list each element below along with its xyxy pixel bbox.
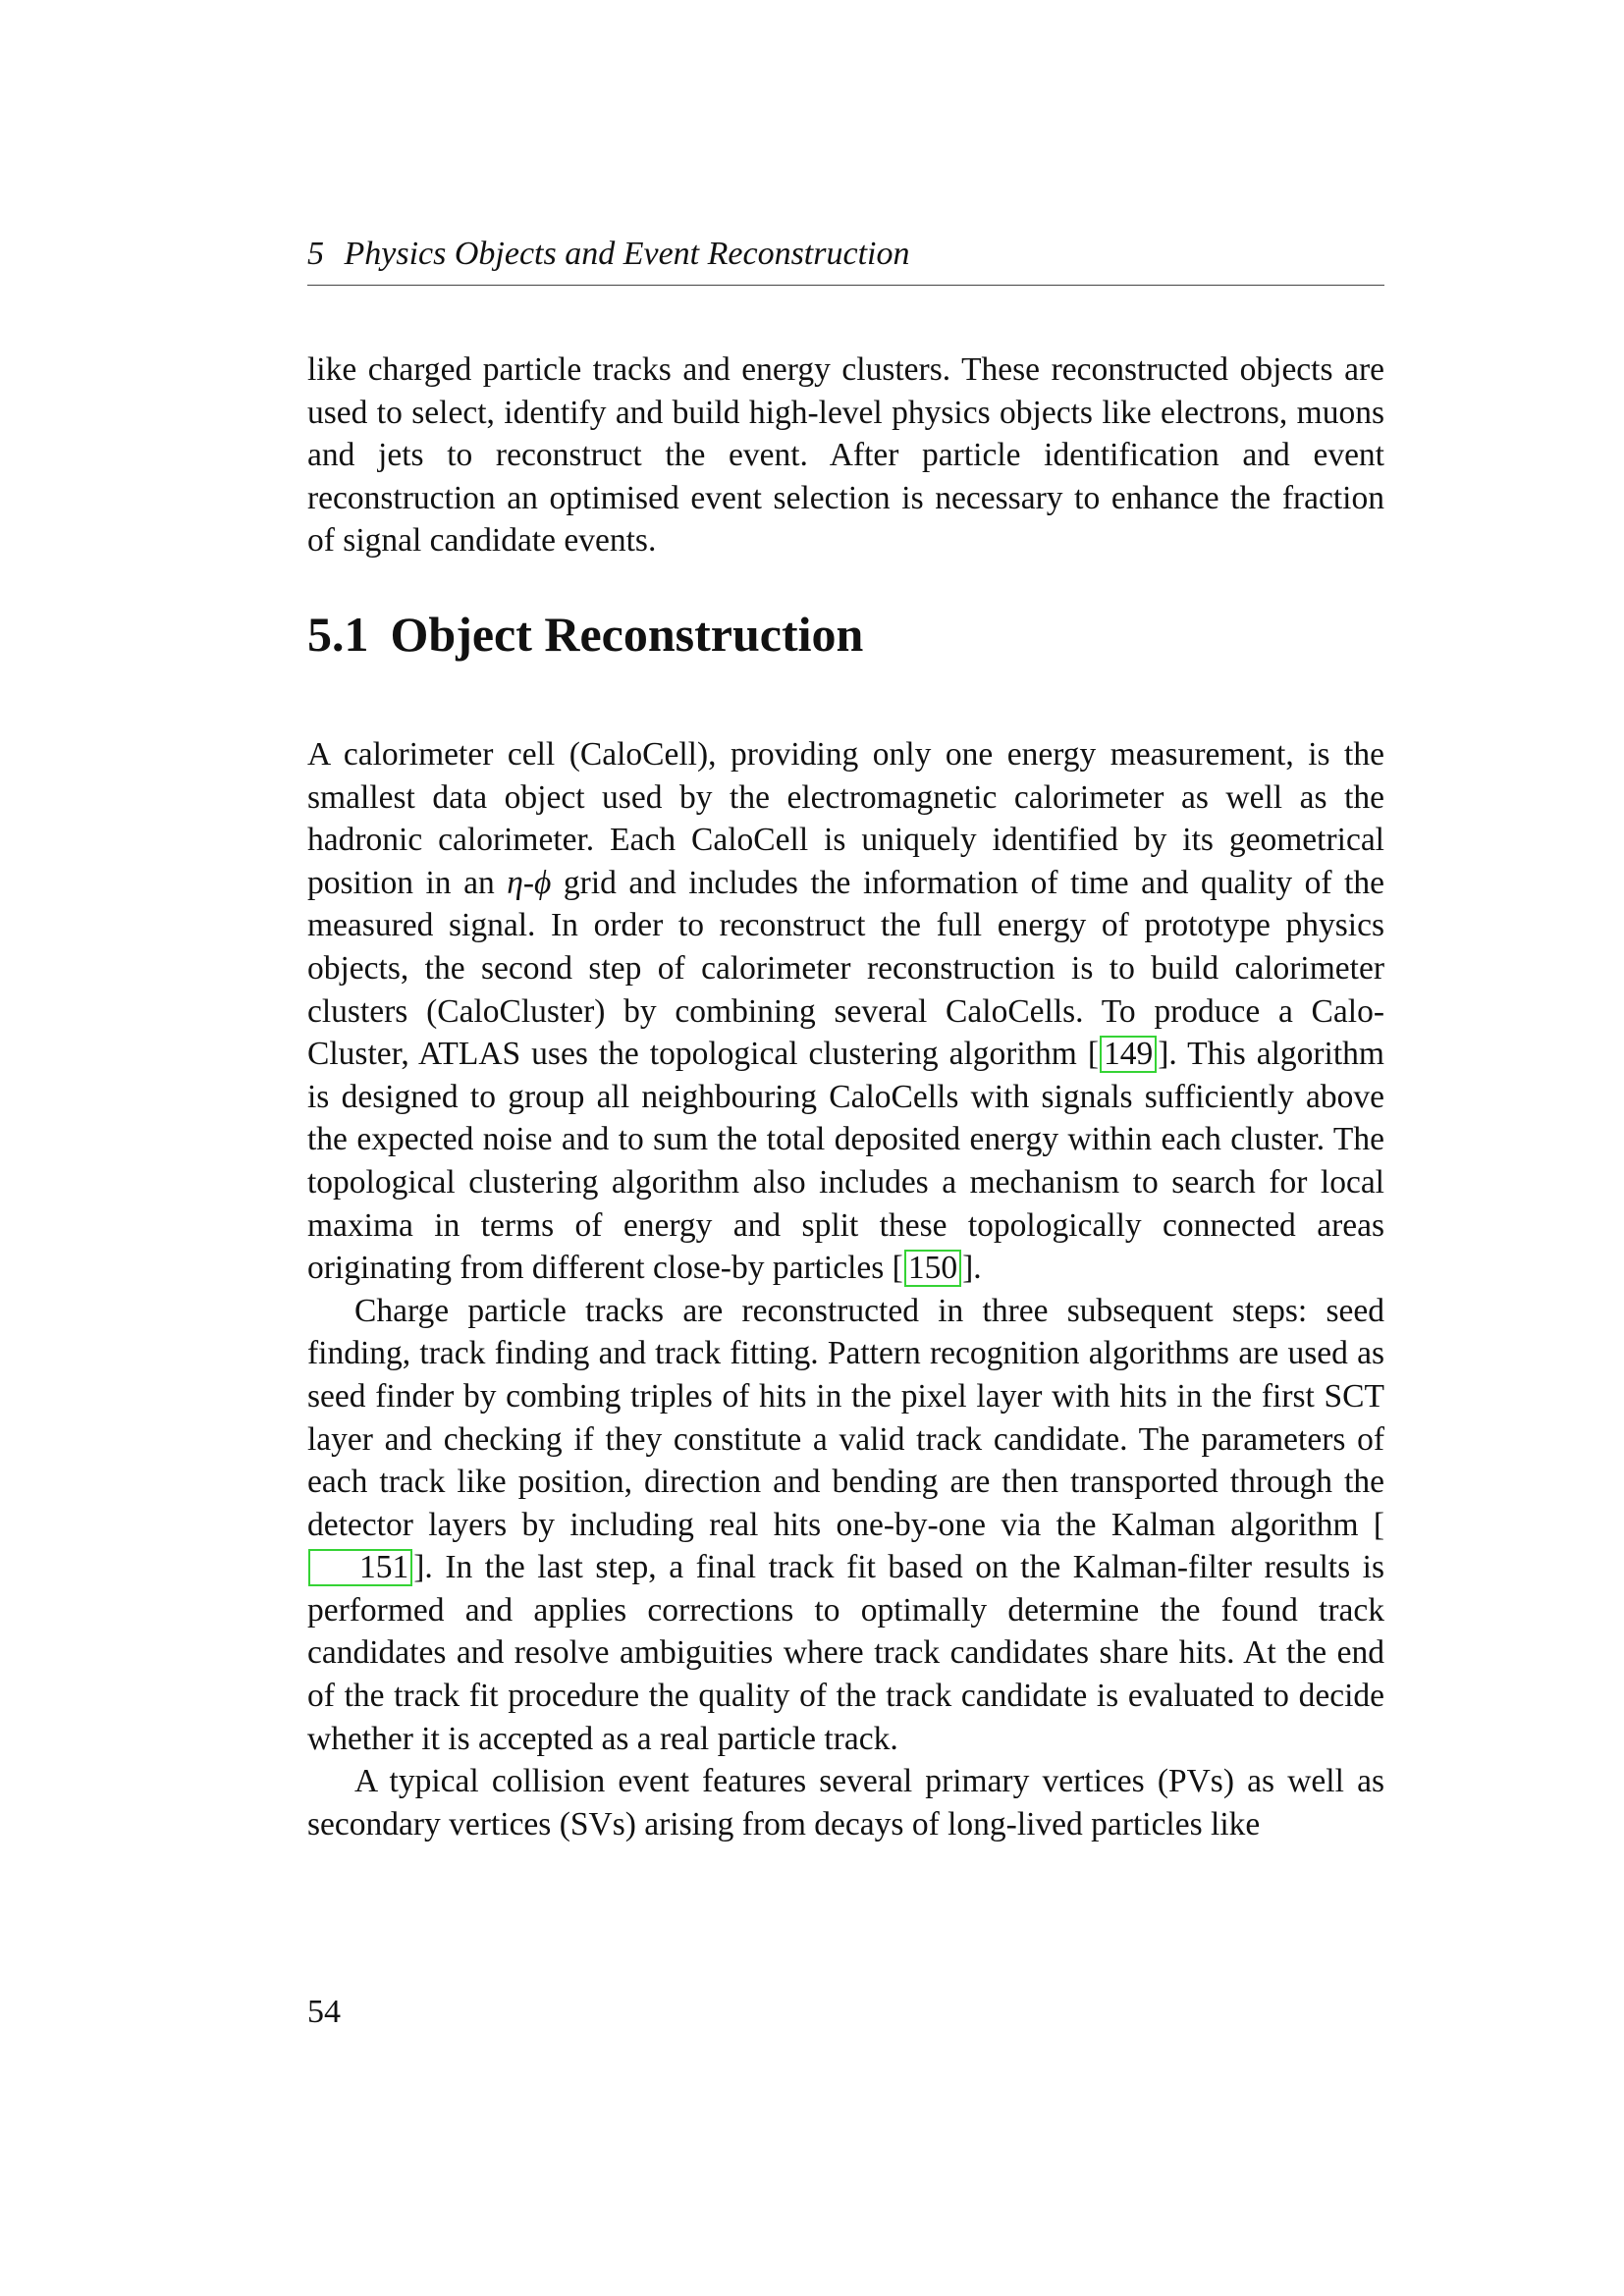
paragraph-tracks bbox=[307, 1290, 1384, 1761]
main-text bbox=[307, 733, 1384, 1845]
intro-paragraph-block bbox=[307, 348, 1384, 562]
citation-link-151[interactable]: 151 bbox=[308, 1549, 412, 1586]
chapter-title: Physics Objects and Event Reconstruction bbox=[344, 236, 910, 272]
text-run: ]. bbox=[962, 1250, 982, 1287]
text-run: grid and includes the information of time and quality of the measured signal. In order to reconstruct the full energy of prototype physics objects, the second step of calorimeter reconstruction is to build calorimeter clusters (CaloCluster) by combining several CaloCells. To produce a Calo-Cluster, ATLAS uses the topological clustering algorithm [ bbox=[307, 864, 1385, 1073]
text-run: ]. In the last step, a final track fit based on the Kalman-filter results is performed and applies corrections to optimally determine the found track candidates and resolve ambiguities where track candidates share hits. At the end of the track fit procedure the quality of the track candidate is evaluated to decide whether it is accepted as a real particle track. bbox=[307, 1549, 1384, 1757]
paragraph-calocell bbox=[307, 733, 1384, 1290]
running-header bbox=[307, 232, 1384, 286]
page-number: 54 bbox=[307, 1994, 341, 2030]
section-title: Object Reconstruction bbox=[390, 607, 864, 662]
text-run: Charge particle tracks are reconstructed in three subsequent steps: seed finding, track finding and track fitting. Pattern recognition algorithms are used as seed finder by combing triples of hits in the pixel layer with hits in the first SCT layer and checking if they constitute a valid track candidate. The parameters of each track like position, direction and bending are then transported through the detector layers by including real hits one-by-one via the Kalman algorithm [ bbox=[307, 1292, 1384, 1543]
eta-phi-math: η-ϕ bbox=[507, 864, 552, 901]
paragraph-vertices: A typical collision event features several primary vertices (PVs) as well as secondary vertices (SVs) arising from decays of long-lived particles like bbox=[307, 1763, 1384, 1842]
citation-link-150[interactable]: 150 bbox=[904, 1250, 961, 1287]
intro-paragraph: like charged particle tracks and energy clusters. These reconstructed objects are used to select, identify and build high-level physics objects like electrons, muons and jets to reconstruct the event. After particle identification and event reconstruction an optimised event selection is necessary to enhance the fraction of signal candidate events. bbox=[307, 351, 1384, 560]
citation-link-149[interactable]: 149 bbox=[1100, 1036, 1157, 1073]
chapter-number: 5 bbox=[307, 236, 324, 272]
text-run: A calorimeter cell (CaloCell), providing only one energy measurement, is the smallest data object used by the electromagnetic calorimeter as well as the hadronic calorimeter. Each CaloCell is uniquely identified by its geometrical position in an bbox=[307, 736, 1384, 901]
text-run: ]. This algorithm is designed to group all neighbouring CaloCells with signals sufficiently above the expected noise and to sum the total deposited energy within each cluster. The topological clustering algorithm also includes a mechanism to search for local maxima in terms of energy and split these topologically connected areas originating from different close-by particles [ bbox=[307, 1036, 1384, 1287]
section-number: 5.1 bbox=[307, 607, 369, 662]
section-heading bbox=[307, 605, 863, 664]
